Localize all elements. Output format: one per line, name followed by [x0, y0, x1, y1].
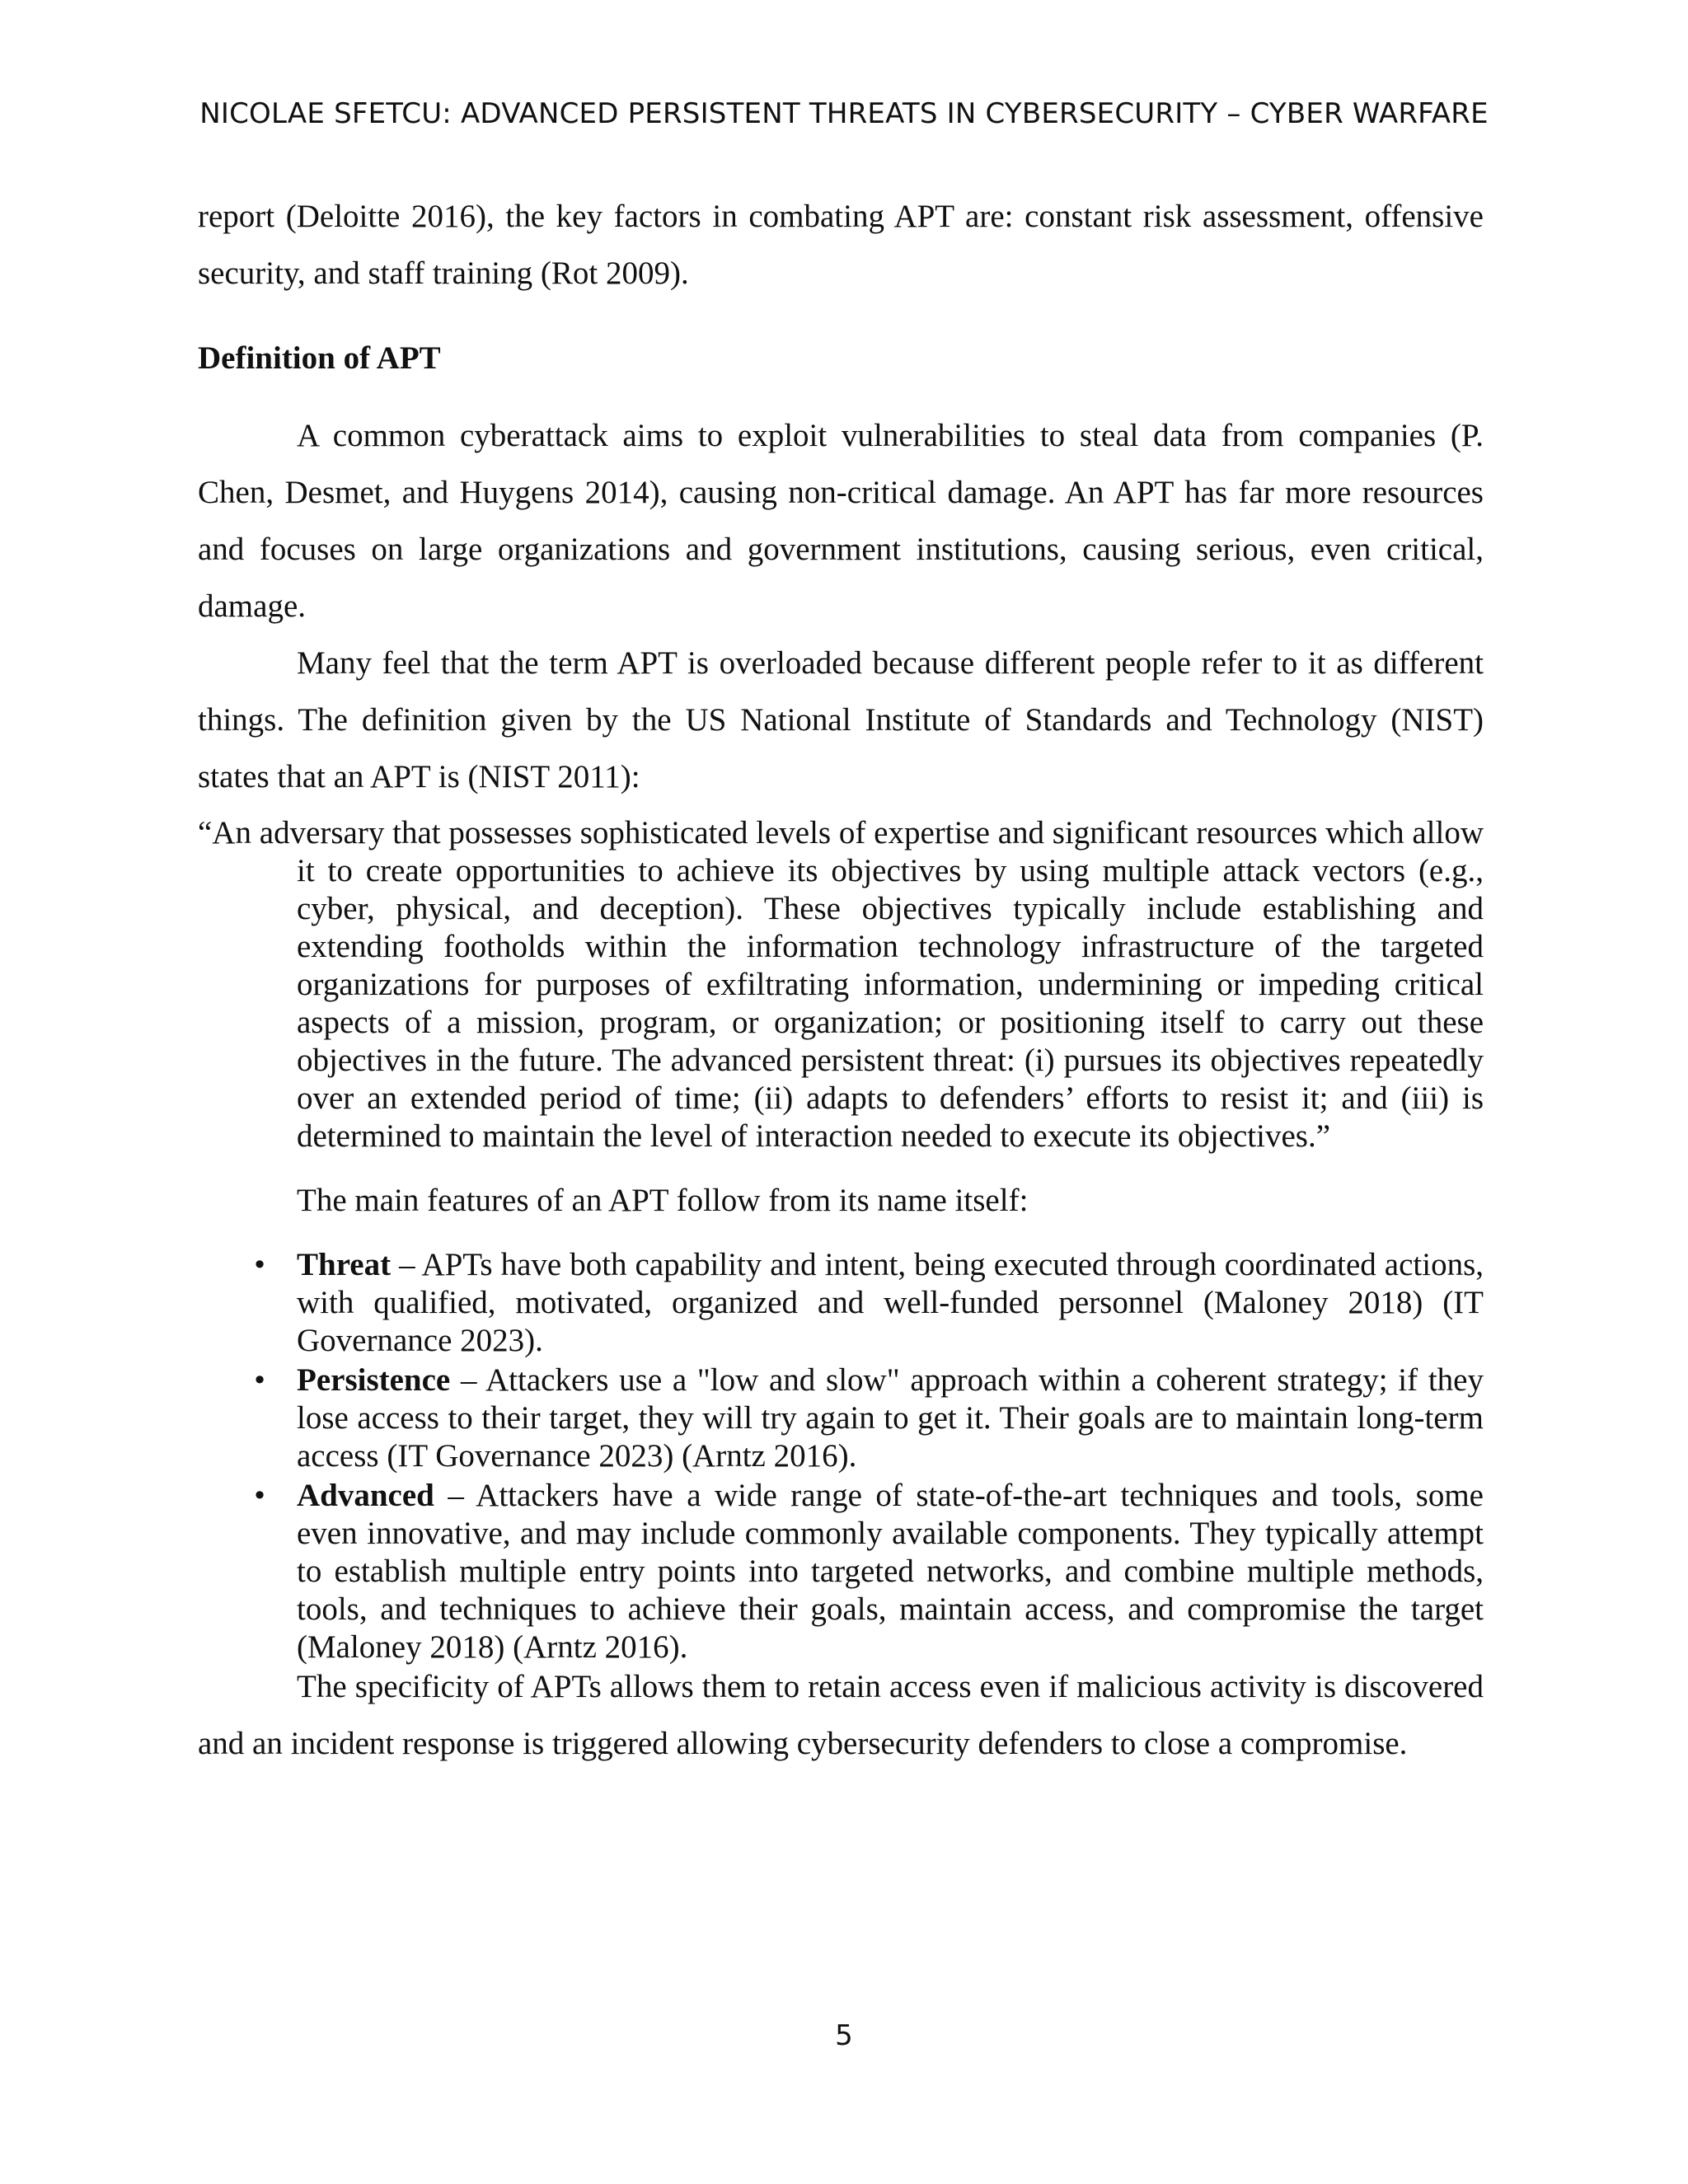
list-item-threat	[198, 1246, 1484, 1360]
section-heading-block	[198, 340, 1484, 377]
paragraph-1: A common cyberattack aims to exploit vulnerabilities to steal data from companies (P. Chen, Desmet, and Huygens 2014), causing non-critical damage. An APT has far more resources and focuses on large organizations and government institutions, causing serious, even critical, damage.	[198, 418, 1484, 624]
running-header: NICOLAE SFETCU: ADVANCED PERSISTENT THREATS IN CYBERSECURITY – CYBER WARFARE	[199, 97, 1489, 130]
bullet-text: – APTs have both capability and intent, being executed through coordinated actions, with qualified, motivated, organized and well-funded personnel (Maloney 2018) (IT Governance 2023).	[297, 1247, 1484, 1358]
list-item-persistence	[198, 1361, 1484, 1475]
features-intro: The main features of an APT follow from its name itself:	[297, 1183, 1029, 1218]
bullet-term: Threat	[297, 1247, 392, 1282]
feature-list	[198, 1246, 1484, 1668]
bullet-term: Persistence	[297, 1362, 451, 1398]
intro-paragraph: report (Deloitte 2016), the key factors in combating APT are: constant risk assessment, offensive security, and staff training (Rot 2009).	[198, 199, 1484, 291]
nist-quote: “An adversary that possesses sophisticated levels of expertise and significant resources which allow it to create opportunities to achieve its objectives by using multiple attack vectors (e.g., cyber, physical, and deception). These objectives typically include establishing and extending footholds within the information technology infrastructure of the targeted organizations for purposes of exfiltrating information, undermining or impeding critical aspects of a mission, program, or organization; or positioning itself to carry out these objectives in the future. The advanced persistent threat: (i) pursues its objectives repeatedly over an extended period of time; (ii) adapts to defenders’ efforts to resist it; and (iii) is determined to maintain the level of interaction needed to execute its objectives.”	[198, 815, 1484, 1154]
closing-block	[198, 1658, 1484, 1772]
bullet-icon: •	[251, 1249, 268, 1281]
bullet-text: – Attackers use a "low and slow" approach within a coherent strategy; if they lose access to their target, they will try again to get it. Their goals are to maintain long-term access (IT Governance 2023) (Arntz 2016).	[297, 1362, 1484, 1474]
closing-paragraph: The specificity of APTs allows them to retain access even if malicious activity is discovered and an incident response is triggered allowing cybersecurity defenders to close a compromise.	[198, 1669, 1484, 1761]
paragraph-2: Many feel that the term APT is overloaded because different people refer to it as different things. The definition given by the US National Institute of Standards and Technology (NIST) states that an APT is (NIST 2011):	[198, 645, 1484, 794]
bullet-icon: •	[251, 1365, 268, 1396]
bullet-icon: •	[251, 1480, 268, 1511]
section-heading: Definition of APT	[198, 340, 441, 376]
intro-block	[198, 188, 1484, 302]
page-number: 5	[835, 2019, 853, 2052]
bullet-term: Advanced	[297, 1478, 434, 1513]
definition-block	[198, 407, 1484, 805]
list-item-advanced	[198, 1477, 1484, 1666]
bullet-text: – Attackers have a wide range of state-of-the-art techniques and tools, some even innovative, and may include commonly available components. They typically attempt to establish multiple entry points into targeted networks, and combine multiple methods, tools, and techniques to achieve their goals, maintain access, and compromise the target (Maloney 2018) (Arntz 2016).	[297, 1478, 1484, 1665]
